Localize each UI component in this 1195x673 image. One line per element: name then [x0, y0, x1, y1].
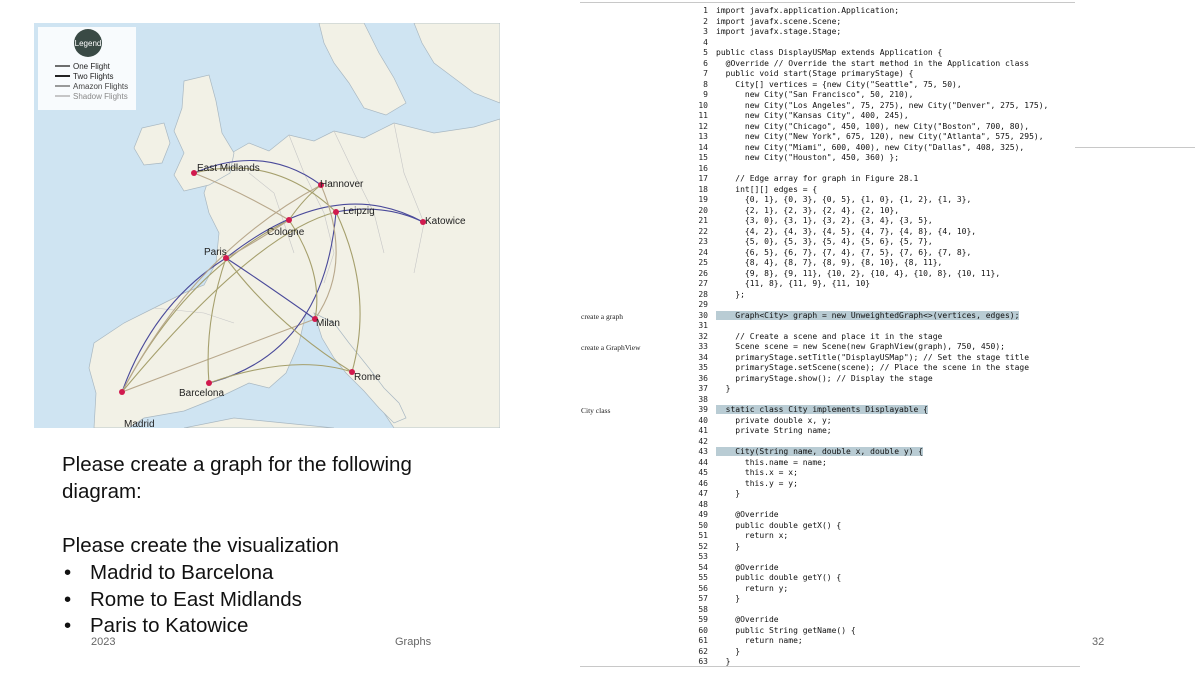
line-number: 4: [703, 37, 708, 47]
line-number: 61: [698, 636, 708, 645]
code-line: [697, 563, 1097, 574]
code-line: [697, 531, 1097, 542]
line-number: 3: [703, 27, 708, 36]
europe-map-svg: [34, 23, 500, 428]
line-number: 58: [698, 604, 708, 614]
code-line: [697, 542, 1097, 553]
line-number: 48: [698, 499, 708, 509]
line-number: 13: [698, 132, 708, 141]
line-number: 28: [698, 289, 708, 299]
code-line: [697, 143, 1097, 154]
line-number: 54: [698, 562, 708, 572]
city-label-madrid: Madrid: [124, 419, 155, 428]
code-line: [697, 458, 1097, 469]
line-number: 12: [698, 121, 708, 131]
code-text: {11, 8}, {11, 9}, {11, 10}: [716, 279, 871, 288]
code-line: [697, 615, 1097, 626]
line-number: 59: [698, 615, 708, 624]
city-label-leipzig: Leipzig: [343, 206, 375, 217]
code-text: {2, 1}, {2, 3}, {2, 4}, {2, 10},: [716, 205, 900, 215]
line-number: 19: [698, 195, 708, 204]
line-number: 62: [698, 646, 708, 656]
line-number: 33: [698, 342, 708, 351]
line-number: 38: [698, 394, 708, 404]
line-number: 34: [698, 352, 708, 362]
code-line: [697, 101, 1097, 112]
city-label-katowice: Katowice: [425, 216, 466, 227]
code-text: public double getX() {: [716, 520, 842, 530]
code-line: [697, 48, 1097, 59]
city-label-hannover: Hannover: [320, 179, 364, 190]
code-line: [697, 216, 1097, 227]
code-text: @Override // Override the start method in the Application class: [716, 58, 1030, 68]
highlighted-code-text: Graph<City> graph = new UnweightedGraph<>(vertices, edges);: [716, 310, 1020, 320]
code-text: int[][] edges = {: [716, 184, 818, 194]
city-label-cologne: Cologne: [267, 227, 305, 238]
code-line: [697, 342, 1097, 353]
code-text: primaryStage.show(); // Display the stage: [716, 373, 933, 383]
code-line: [697, 59, 1097, 70]
line-number: 36: [698, 373, 708, 383]
city-label-rome: Rome: [354, 372, 381, 383]
code-text: public double getY() {: [716, 573, 842, 582]
line-number: 30: [698, 310, 708, 320]
line-number: 57: [698, 594, 708, 603]
code-text: @Override: [716, 510, 779, 519]
line-number: 53: [698, 552, 708, 561]
line-number: 49: [698, 510, 708, 519]
city-dot-madrid: [119, 389, 125, 395]
code-line: [697, 300, 1097, 311]
instruction-line-2: diagram:: [62, 480, 142, 503]
line-number: 32: [698, 331, 708, 341]
code-line: [697, 416, 1097, 427]
code-line: [697, 552, 1097, 563]
code-line: [697, 321, 1097, 332]
line-number: 40: [698, 415, 708, 425]
highlighted-code-text: City(String name, double x, double y) {: [716, 447, 924, 456]
code-text: new City("Kansas City", 400, 245),: [716, 111, 909, 120]
line-number: 42: [698, 436, 708, 446]
code-text: // Edge array for graph in Figure 28.1: [716, 174, 919, 183]
line-number: 51: [698, 531, 708, 540]
code-line: [697, 353, 1097, 364]
line-number: 45: [698, 468, 708, 477]
visualization-list: [62, 559, 542, 639]
code-text: {3, 0}, {3, 1}, {3, 2}, {3, 4}, {3, 5},: [716, 216, 933, 225]
line-number: 31: [698, 321, 708, 330]
line-number: 37: [698, 384, 708, 393]
code-line: [697, 153, 1097, 164]
code-line: [697, 500, 1097, 511]
line-number: 6: [703, 58, 708, 68]
code-line: [697, 206, 1097, 217]
line-number: 60: [698, 625, 708, 635]
line-number: 43: [698, 447, 708, 456]
code-line: [697, 363, 1097, 374]
line-number: 1: [703, 6, 708, 15]
instructions: [62, 451, 542, 639]
legend-label-shadow-flights: Shadow Flights: [73, 92, 128, 101]
code-text: }: [716, 646, 741, 656]
code-text: @Override: [716, 562, 779, 572]
code-line: [697, 237, 1097, 248]
code-line: [697, 332, 1097, 343]
line-number: 29: [698, 300, 708, 309]
code-line: [697, 195, 1097, 206]
code-line: [697, 468, 1097, 479]
city-dot-barcelona: [206, 380, 212, 386]
code-text: new City("Houston", 450, 360) };: [716, 153, 900, 162]
code-text: public void start(Stage primaryStage) {: [716, 69, 914, 78]
code-text: City[] vertices = {new City("Seattle", 75, 50),: [716, 79, 962, 89]
instruction-gap: [62, 505, 542, 532]
line-number: 17: [698, 174, 708, 183]
city-dot-cologne: [286, 217, 292, 223]
code-line: [697, 258, 1097, 269]
footer-page-number: 32: [1092, 636, 1105, 648]
legend-label-one-flight: One Flight: [73, 62, 110, 71]
code-line: [697, 279, 1097, 290]
code-text: {9, 8}, {9, 11}, {10, 2}, {10, 4}, {10, 8}, {10, 11},: [716, 268, 1001, 278]
code-text: // Create a scene and place it in the stage: [716, 331, 943, 341]
legend-label-amazon-flights: Amazon Flights: [73, 82, 129, 91]
code-text: private String name;: [716, 426, 832, 435]
list-item: [62, 586, 542, 613]
note-create-graph: create a graph: [581, 312, 624, 321]
code-text: this.name = name;: [716, 457, 827, 467]
list-item-text: Rome to East Midlands: [90, 587, 302, 611]
code-text: this.x = x;: [716, 468, 798, 477]
code-line: [697, 90, 1097, 101]
line-number: 27: [698, 279, 708, 288]
divider-top: [580, 2, 1075, 3]
code-text: {4, 2}, {4, 3}, {4, 5}, {4, 7}, {4, 8}, {4, 10},: [716, 226, 977, 236]
line-number: 21: [698, 216, 708, 225]
code-line: [697, 447, 1097, 458]
code-text: }: [716, 657, 731, 666]
line-number: 41: [698, 426, 708, 435]
code-text: }: [716, 489, 741, 498]
code-line: [697, 657, 1097, 668]
line-number: 35: [698, 363, 708, 372]
line-number: 23: [698, 237, 708, 246]
code-text: Scene scene = new Scene(new GraphView(graph), 750, 450);: [716, 342, 1005, 351]
line-number: 8: [703, 79, 708, 89]
line-number: 25: [698, 258, 708, 267]
code-text: }: [716, 594, 741, 603]
bullet-icon: •: [64, 587, 72, 611]
code-line: [697, 69, 1097, 80]
code-text: new City("Miami", 600, 400), new City("Dallas", 408, 325),: [716, 142, 1025, 152]
code-line: [697, 573, 1097, 584]
code-line: [697, 384, 1097, 395]
code-text: {8, 4}, {8, 7}, {8, 9}, {8, 10}, {8, 11},: [716, 258, 943, 267]
footer-year: 2023: [91, 636, 116, 648]
line-number: 14: [698, 142, 708, 152]
bullet-icon: •: [64, 614, 72, 637]
list-item-text: Paris to Katowice: [90, 614, 249, 637]
line-number: 16: [698, 163, 708, 173]
line-number: 24: [698, 247, 708, 257]
line-number: 26: [698, 268, 708, 278]
code-line: [697, 185, 1097, 196]
line-number: 18: [698, 184, 708, 194]
code-line: [697, 80, 1097, 91]
code-text: import javafx.scene.Scene;: [716, 16, 842, 26]
line-number: 47: [698, 489, 708, 498]
instruction-line-1: Please create a graph for the following: [62, 453, 412, 476]
code-line: [697, 426, 1097, 437]
line-number: 46: [698, 478, 708, 488]
code-text: }: [716, 384, 731, 393]
code-line: [697, 594, 1097, 605]
note-city-class: City class: [581, 406, 611, 415]
highlighted-code-text: static class City implements Displayable {: [716, 405, 928, 414]
list-item: [62, 612, 542, 639]
line-number: 52: [698, 541, 708, 551]
line-number: 7: [703, 69, 708, 78]
code-line: [697, 489, 1097, 500]
code-listing: [697, 6, 1097, 668]
instruction-line-3: Please create the visualization: [62, 534, 339, 557]
line-number: 11: [698, 111, 708, 120]
code-text: };: [716, 289, 745, 299]
line-number: 22: [698, 226, 708, 236]
code-text: {6, 5}, {6, 7}, {7, 4}, {7, 5}, {7, 6}, {7, 8},: [716, 247, 972, 257]
line-number: 15: [698, 153, 708, 162]
code-text: {0, 1}, {0, 3}, {0, 5}, {1, 0}, {1, 2}, {1, 3},: [716, 195, 972, 204]
code-text: import javafx.stage.Stage;: [716, 27, 842, 36]
code-text: import javafx.application.Application;: [716, 6, 900, 15]
code-line: [697, 437, 1097, 448]
code-text: {5, 0}, {5, 3}, {5, 4}, {5, 6}, {5, 7},: [716, 237, 933, 246]
line-number: 63: [698, 657, 708, 666]
code-line: [697, 174, 1097, 185]
code-line: [697, 6, 1097, 17]
code-line: [697, 479, 1097, 490]
list-item: [62, 559, 542, 586]
code-text: this.y = y;: [716, 478, 798, 488]
code-line: [697, 164, 1097, 175]
code-line: [697, 38, 1097, 49]
line-number: 5: [703, 48, 708, 57]
code-text: @Override: [716, 615, 779, 624]
legend-title: Legend: [74, 39, 102, 48]
code-line: [697, 132, 1097, 143]
code-text: new City("San Francisco", 50, 210),: [716, 90, 914, 99]
code-line: [697, 647, 1097, 658]
code-text: return name;: [716, 636, 803, 645]
code-line: [697, 510, 1097, 521]
city-label-barcelona: Barcelona: [179, 388, 225, 399]
code-line: [697, 605, 1097, 616]
line-number: 55: [698, 573, 708, 582]
code-text: private double x, y;: [716, 415, 832, 425]
code-text: primaryStage.setTitle("DisplayUSMap"); // Set the stage title: [716, 352, 1030, 362]
code-text: public String getName() {: [716, 625, 856, 635]
code-line: [697, 521, 1097, 532]
code-text: primaryStage.setScene(scene); // Place the scene in the stage: [716, 363, 1030, 372]
code-line: [697, 290, 1097, 301]
code-line: [697, 269, 1097, 280]
code-line: [697, 636, 1097, 647]
code-line: [697, 227, 1097, 238]
code-text: new City("Chicago", 450, 100), new City("Boston", 700, 80),: [716, 121, 1030, 131]
bullet-icon: •: [64, 561, 72, 584]
code-line: [697, 395, 1097, 406]
code-line: [697, 374, 1097, 385]
code-text: new City("Los Angeles", 75, 275), new City("Denver", 275, 175),: [716, 100, 1049, 110]
code-line: [697, 111, 1097, 122]
code-text: }: [716, 541, 741, 551]
code-line: [697, 405, 1097, 416]
line-number: 56: [698, 583, 708, 593]
line-number: 10: [698, 100, 708, 110]
code-text: return x;: [716, 531, 789, 540]
list-item-text: Madrid to Barcelona: [90, 561, 274, 584]
code-line: [697, 17, 1097, 28]
code-text: new City("New York", 675, 120), new City("Atlanta", 575, 295),: [716, 132, 1044, 141]
code-line: [697, 248, 1097, 259]
legend-label-two-flights: Two Flights: [73, 72, 114, 81]
city-label-paris: Paris: [204, 247, 227, 258]
code-text: public class DisplayUSMap extends Application {: [716, 48, 943, 57]
line-number: 39: [698, 405, 708, 414]
line-number: 44: [698, 457, 708, 467]
line-number: 9: [703, 90, 708, 99]
city-dot-leipzig: [333, 209, 339, 215]
city-label-east-midlands: East Midlands: [197, 163, 260, 174]
flight-map: [34, 23, 500, 428]
map-legend: [38, 27, 136, 110]
footer-topic: Graphs: [395, 636, 432, 648]
line-number: 20: [698, 205, 708, 215]
code-line: [697, 122, 1097, 133]
city-label-milan: Milan: [316, 318, 340, 329]
line-number: 2: [703, 16, 708, 26]
note-create-graphview: create a GraphView: [581, 343, 641, 352]
code-line: [697, 584, 1097, 595]
line-number: 50: [698, 520, 708, 530]
code-line: [697, 626, 1097, 637]
code-line: [697, 311, 1097, 322]
code-line: [697, 27, 1097, 38]
code-text: return y;: [716, 583, 789, 593]
